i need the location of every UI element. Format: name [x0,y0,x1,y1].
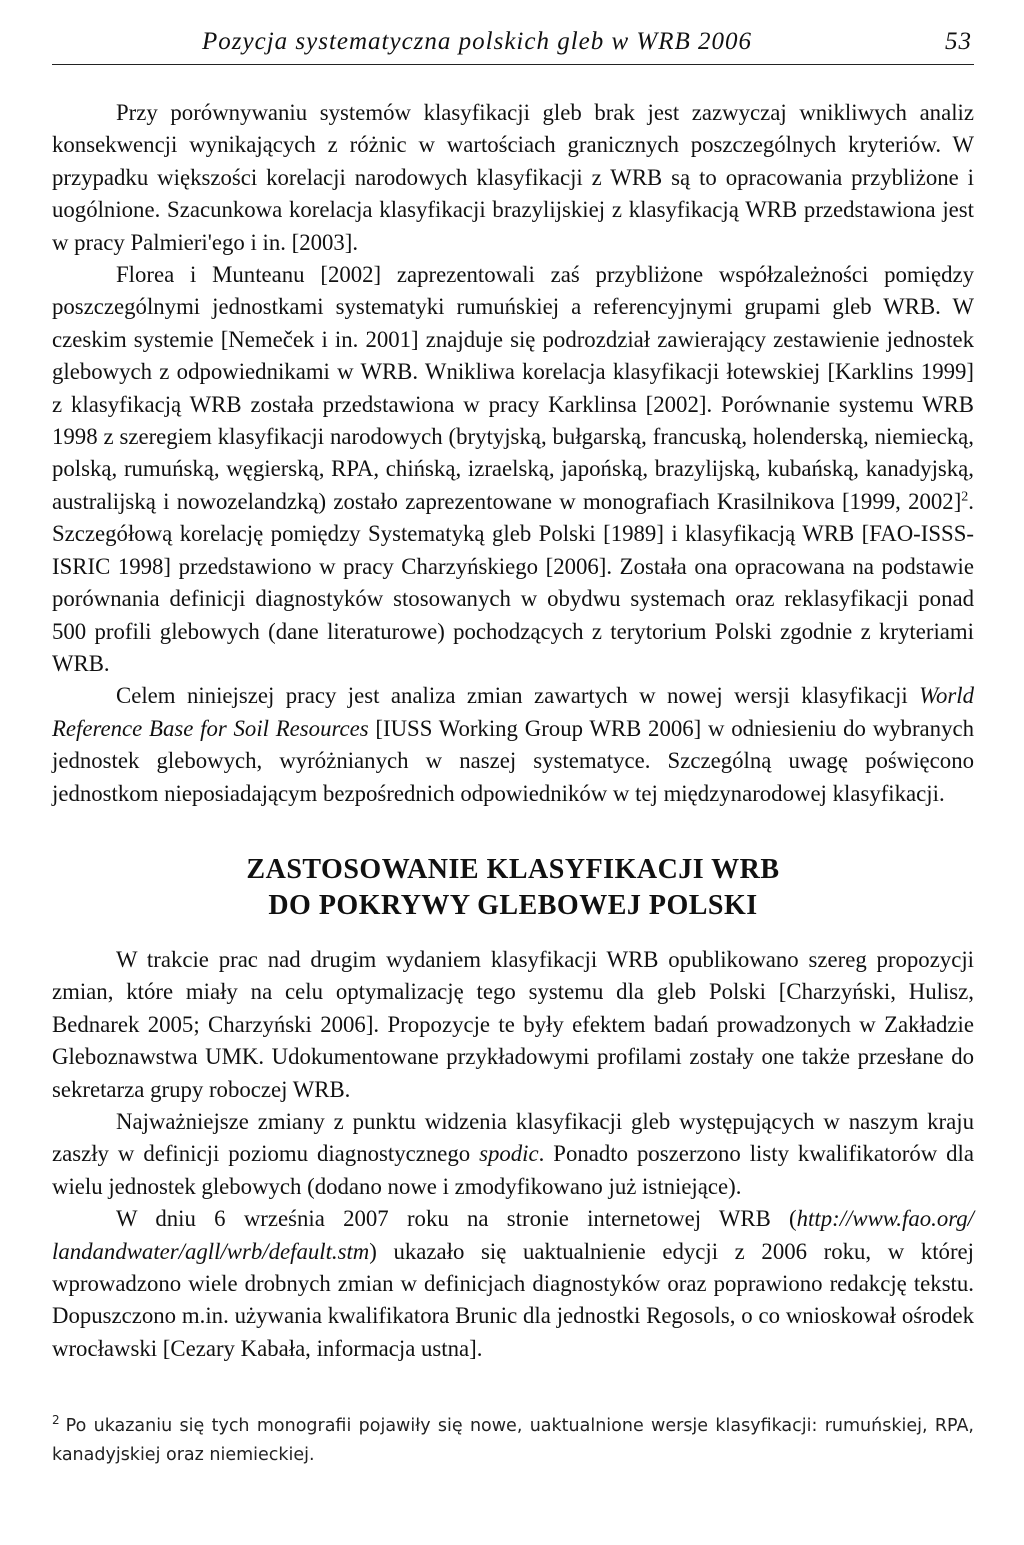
footnote [52,1412,974,1470]
section-heading [52,852,974,924]
section-paragraph-3 [52,1203,974,1365]
section-paragraph-2 [52,1106,974,1203]
section-paragraph-3-url: http://www.fao.org/ landandwater/agll/wrb/default.stm [52,1206,974,1264]
page-number: 53 [945,28,972,55]
section-paragraph-3-text-a: W dniu 6 września 2007 roku na stronie internetowej WRB ( [116,1206,797,1232]
running-header [52,28,974,65]
section-paragraph-2-italic-term: spodic [479,1141,539,1167]
running-title: Pozycja systematyczna polskich gleb w WRB 2006 [202,28,753,55]
paragraph-1 [52,97,974,259]
section-paragraph-2-text-b: . Ponadto poszerzono listy kwalifikatorów dla wielu jednostek glebowych (dodano nowe i zmodyfikowano już istniejące). [52,1141,974,1199]
footnote-text: Po ukazaniu się tych monografii pojawiły się nowe, uaktualnione wersje klasyfikacji: rumuńskiej, RPA, kanadyjskiej oraz niemieckiej. [52,1416,974,1465]
section-paragraph-1-text: W trakcie prac nad drugim wydaniem klasyfikacji WRB opublikowano szereg propozycji zmian, które miały na celu optymalizację tego systemu dla gleb Polski [Charzyński, Hulisz, Bednarek 2005; Charzyński 2006]. Propozycje te były efektem badań prowadzonych w Zakładzie Gleboznawstwa UMK. Udokumentowane przykładowymi profilami zostały one także przesłane do sekretarza grupy roboczej WRB. [52,946,974,1102]
paragraph-3-italic-title: World Reference Base for Soil Resources [52,683,974,741]
footnote-mark: 2 [52,1413,60,1428]
paragraph-2 [52,259,974,680]
paragraph-2-text-b: . Szczegółową korelację pomiędzy Systematyką gleb Polski [1989] i klasyfikacją WRB [FAO-ISSS-ISRIC 1998] przedstawiono w pracy Charzyńskiego [2006]. Została ona opracowana na podstawie porównania definicji diagnostyków stosowanych w obydwu systemach oraz reklasyfikacji ponad 500 profili glebowych (dane literaturowe) pochodzących z terytorium Polski zgodnie z kryteriami WRB. [52,488,974,676]
paragraph-3 [52,680,974,810]
paragraph-2-text-a: Florea i Munteanu [2002] zaprezentowali zaś przybliżone współzależności pomiędzy poszczególnymi jednostkami systematyki rumuńskiej a referencyjnymi grupami gleb WRB. W czeskim systemie [Nemeček i in. 2001] znajduje się podrozdział zawierający zestawienie jednostek glebowych z odpowiednikami w WRB. Wnikliwa korelacja klasyfikacji łotewskiej [Karklins 1999] z klasyfikacją WRB została przedstawiona w pracy Karklinsa [2002]. Porównanie systemu WRB 1998 z szeregiem klasyfikacji narodowych (brytyjską, bułgarską, francuską, holenderską, niemiecką, polską, rumuńską, węgierską, RPA, chińską, izraelską, japońską, brazylijską, kubańską, kanadyjską, australijską i nowozelandzką) zostało zaprezentowane w monografiach Krasilnikova [1999, 2002] [52,262,974,514]
main-text [52,97,974,1365]
paragraph-3-text-b: [IUSS Working Group WRB 2006] w odniesieniu do wybranych jednostek glebowych, wyróżnianych w naszej systematyce. Szczególną uwagę poświęcono jednostkom nieposiadającym bezpośrednich odpowiedników w tej międzynarodowej klasyfikacji. [52,715,974,806]
paragraph-3-text-a: Celem niniejszej pracy jest analiza zmian zawartych w nowej wersji klasyfikacji [116,683,920,709]
paragraph-1-text: Przy porównywaniu systemów klasyfikacji gleb brak jest zazwyczaj wnikliwych analiz konsekwencji wynikających z różnic w wartościach granicznych poszczególnych kryteriów. W przypadku większości korelacji narodowych klasyfikacji z WRB są to opracowania przybliżone i uogólnione. Szacunkowa korelacja klasyfikacji brazylijskiej z klasyfikacją WRB przedstawiona jest w pracy Palmieri'ego i in. [2003]. [52,100,974,255]
section-paragraph-1 [52,944,974,1106]
footnote-reference: 2 [961,489,969,505]
section-heading-line-2: DO POKRYWY GLEBOWEJ POLSKI [268,889,758,921]
section-paragraph-3-text-b: ) ukazało się uaktualnienie edycji z 2006 roku, w której wprowadzono wiele drobnych zmian w definicjach diagnostyków oraz poprawiono redakcję tekstu. Dopuszczono m.in. używania kwalifikatora Brunic dla jednostki Regosols, o co wnioskował ośrodek wrocławski [Cezary Kabała, informacja ustna]. [52,1238,974,1361]
section-paragraph-2-text-a: Najważniejsze zmiany z punktu widzenia klasyfikacji gleb występujących w naszym kraju zaszły w definicji poziomu diagnostycznego [52,1108,974,1167]
section-heading-line-1: ZASTOSOWANIE KLASYFIKACJI WRB [246,853,780,885]
